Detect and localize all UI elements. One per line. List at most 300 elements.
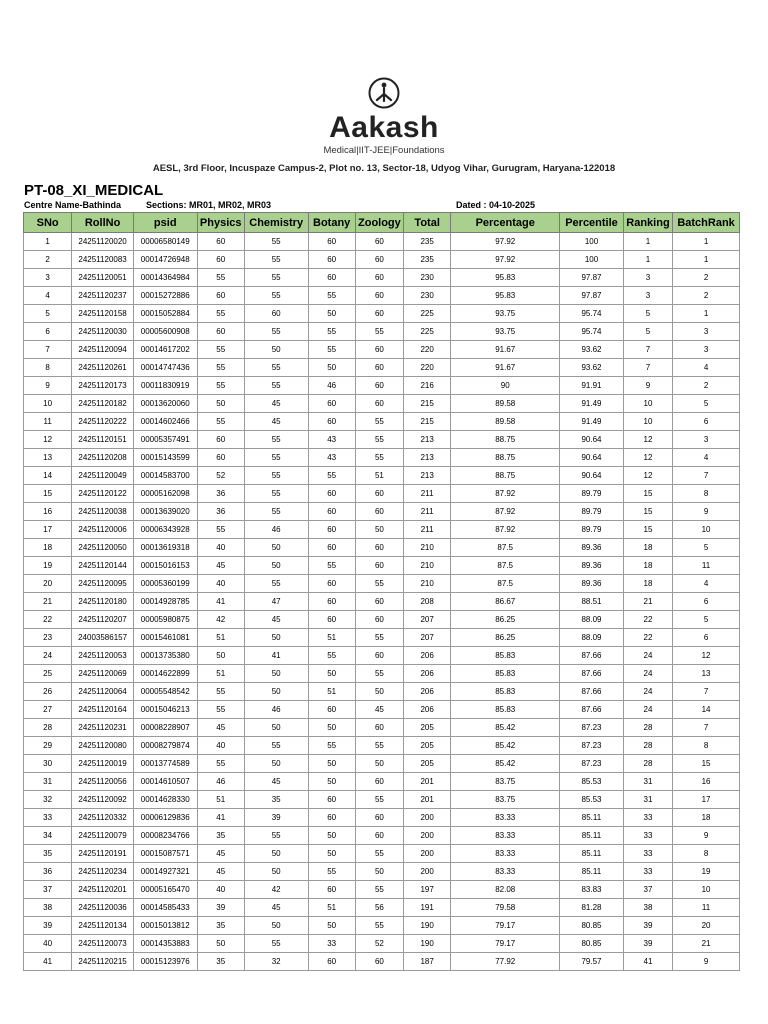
cell-psid: 00006343928: [133, 521, 197, 539]
cell-sno: 39: [24, 917, 72, 935]
cell-percentile: 90.64: [560, 467, 624, 485]
cell-chemistry: 55: [244, 269, 308, 287]
cell-percentage: 85.42: [451, 755, 560, 773]
cell-percentage: 90: [451, 377, 560, 395]
cell-sno: 31: [24, 773, 72, 791]
cell-physics: 40: [197, 881, 244, 899]
cell-total: 208: [404, 593, 451, 611]
cell-physics: 36: [197, 485, 244, 503]
cell-zoology: 55: [355, 431, 403, 449]
cell-psid: 00013619318: [133, 539, 197, 557]
cell-ranking: 3: [623, 269, 672, 287]
cell-rollno: 24003586157: [72, 629, 134, 647]
cell-psid: 00014726948: [133, 251, 197, 269]
cell-rollno: 24251120038: [72, 503, 134, 521]
cell-batchrank: 2: [673, 287, 740, 305]
cell-percentage: 93.75: [451, 305, 560, 323]
cell-percentage: 95.83: [451, 269, 560, 287]
table-row: [24, 305, 740, 323]
cell-zoology: 60: [355, 305, 403, 323]
cell-rollno: 24251120095: [72, 575, 134, 593]
cell-percentile: 88.09: [560, 629, 624, 647]
cell-total: 215: [404, 413, 451, 431]
cell-rollno: 24251120151: [72, 431, 134, 449]
col-header-rollno: RollNo: [72, 213, 134, 233]
cell-batchrank: 4: [673, 575, 740, 593]
cell-percentage: 89.58: [451, 413, 560, 431]
cell-total: 211: [404, 521, 451, 539]
cell-sno: 17: [24, 521, 72, 539]
cell-zoology: 52: [355, 935, 403, 953]
cell-zoology: 60: [355, 341, 403, 359]
col-header-percentile: Percentile: [560, 213, 624, 233]
cell-percentage: 91.67: [451, 359, 560, 377]
cell-chemistry: 55: [244, 935, 308, 953]
cell-ranking: 18: [623, 557, 672, 575]
cell-percentile: 80.85: [560, 917, 624, 935]
cell-psid: 00013774589: [133, 755, 197, 773]
cell-chemistry: 55: [244, 431, 308, 449]
cell-ranking: 33: [623, 845, 672, 863]
cell-zoology: 60: [355, 647, 403, 665]
cell-zoology: 60: [355, 773, 403, 791]
cell-sno: 9: [24, 377, 72, 395]
cell-ranking: 38: [623, 899, 672, 917]
cell-physics: 50: [197, 647, 244, 665]
cell-total: 210: [404, 557, 451, 575]
table-row: [24, 269, 740, 287]
cell-percentage: 86.67: [451, 593, 560, 611]
cell-total: 206: [404, 647, 451, 665]
sections-list: Sections: MR01, MR02, MR03: [146, 200, 272, 210]
cell-total: 187: [404, 953, 451, 971]
cell-psid: 00011830919: [133, 377, 197, 395]
cell-ranking: 24: [623, 665, 672, 683]
cell-ranking: 41: [623, 953, 672, 971]
cell-ranking: 7: [623, 341, 672, 359]
cell-chemistry: 50: [244, 557, 308, 575]
cell-percentile: 100: [560, 251, 624, 269]
aakash-logo: [0, 76, 768, 157]
cell-psid: 00015046213: [133, 701, 197, 719]
cell-chemistry: 50: [244, 719, 308, 737]
cell-percentile: 89.36: [560, 557, 624, 575]
table-row: [24, 629, 740, 647]
cell-physics: 40: [197, 737, 244, 755]
cell-percentile: 80.85: [560, 935, 624, 953]
cell-zoology: 60: [355, 557, 403, 575]
cell-botany: 60: [308, 269, 355, 287]
cell-sno: 8: [24, 359, 72, 377]
cell-ranking: 21: [623, 593, 672, 611]
cell-chemistry: 50: [244, 755, 308, 773]
cell-batchrank: 1: [673, 233, 740, 251]
cell-ranking: 10: [623, 395, 672, 413]
cell-percentage: 88.75: [451, 431, 560, 449]
cell-total: 191: [404, 899, 451, 917]
cell-percentile: 79.57: [560, 953, 624, 971]
cell-percentage: 83.33: [451, 809, 560, 827]
cell-sno: 22: [24, 611, 72, 629]
cell-ranking: 37: [623, 881, 672, 899]
cell-botany: 43: [308, 449, 355, 467]
cell-rollno: 24251120049: [72, 467, 134, 485]
cell-psid: 00014747436: [133, 359, 197, 377]
cell-chemistry: 35: [244, 791, 308, 809]
cell-batchrank: 13: [673, 665, 740, 683]
table-header-row: [24, 213, 740, 233]
cell-percentile: 90.64: [560, 431, 624, 449]
table-row: [24, 359, 740, 377]
cell-zoology: 60: [355, 359, 403, 377]
table-row: [24, 881, 740, 899]
col-header-physics: Physics: [197, 213, 244, 233]
cell-total: 213: [404, 431, 451, 449]
cell-zoology: 60: [355, 233, 403, 251]
cell-sno: 28: [24, 719, 72, 737]
cell-chemistry: 50: [244, 341, 308, 359]
cell-total: 213: [404, 467, 451, 485]
cell-botany: 60: [308, 881, 355, 899]
cell-physics: 55: [197, 413, 244, 431]
cell-botany: 60: [308, 701, 355, 719]
cell-batchrank: 14: [673, 701, 740, 719]
cell-percentage: 87.5: [451, 575, 560, 593]
cell-total: 211: [404, 485, 451, 503]
cell-psid: 00008234766: [133, 827, 197, 845]
cell-percentage: 83.33: [451, 863, 560, 881]
table-row: [24, 917, 740, 935]
cell-batchrank: 7: [673, 683, 740, 701]
cell-ranking: 12: [623, 431, 672, 449]
cell-ranking: 5: [623, 323, 672, 341]
cell-rollno: 24251120191: [72, 845, 134, 863]
cell-rollno: 24251120056: [72, 773, 134, 791]
cell-physics: 50: [197, 935, 244, 953]
cell-psid: 00013639020: [133, 503, 197, 521]
cell-psid: 00013735380: [133, 647, 197, 665]
cell-percentage: 86.25: [451, 611, 560, 629]
cell-rollno: 24251120207: [72, 611, 134, 629]
cell-batchrank: 8: [673, 737, 740, 755]
cell-physics: 40: [197, 575, 244, 593]
cell-percentile: 91.49: [560, 413, 624, 431]
cell-total: 200: [404, 827, 451, 845]
table-row: [24, 377, 740, 395]
cell-botany: 51: [308, 899, 355, 917]
cell-sno: 1: [24, 233, 72, 251]
cell-sno: 5: [24, 305, 72, 323]
cell-physics: 55: [197, 377, 244, 395]
cell-total: 225: [404, 323, 451, 341]
test-title: PT-08_XI_MEDICAL: [24, 182, 164, 199]
cell-percentile: 87.23: [560, 719, 624, 737]
cell-percentile: 93.62: [560, 359, 624, 377]
cell-batchrank: 19: [673, 863, 740, 881]
cell-percentage: 85.83: [451, 683, 560, 701]
cell-physics: 55: [197, 269, 244, 287]
cell-rollno: 24251120215: [72, 953, 134, 971]
cell-percentile: 89.79: [560, 503, 624, 521]
table-row: [24, 431, 740, 449]
cell-physics: 55: [197, 755, 244, 773]
cell-total: 206: [404, 683, 451, 701]
cell-total: 197: [404, 881, 451, 899]
table-row: [24, 557, 740, 575]
cell-batchrank: 6: [673, 629, 740, 647]
cell-sno: 37: [24, 881, 72, 899]
cell-percentage: 85.83: [451, 665, 560, 683]
cell-rollno: 24251120231: [72, 719, 134, 737]
cell-zoology: 55: [355, 791, 403, 809]
cell-botany: 55: [308, 467, 355, 485]
cell-total: 210: [404, 539, 451, 557]
cell-ranking: 3: [623, 287, 672, 305]
cell-sno: 10: [24, 395, 72, 413]
cell-rollno: 24251120222: [72, 413, 134, 431]
cell-batchrank: 9: [673, 503, 740, 521]
cell-ranking: 24: [623, 701, 672, 719]
cell-zoology: 60: [355, 287, 403, 305]
cell-physics: 55: [197, 521, 244, 539]
cell-physics: 35: [197, 827, 244, 845]
cell-zoology: 60: [355, 539, 403, 557]
cell-percentage: 83.75: [451, 773, 560, 791]
cell-batchrank: 11: [673, 557, 740, 575]
cell-chemistry: 47: [244, 593, 308, 611]
cell-ranking: 24: [623, 647, 672, 665]
cell-physics: 51: [197, 629, 244, 647]
cell-sno: 6: [24, 323, 72, 341]
results-table: [23, 212, 740, 971]
cell-psid: 00008228907: [133, 719, 197, 737]
table-row: [24, 845, 740, 863]
cell-psid: 00005360199: [133, 575, 197, 593]
col-header-percentage: Percentage: [451, 213, 560, 233]
cell-percentile: 87.23: [560, 737, 624, 755]
cell-rollno: 24251120083: [72, 251, 134, 269]
cell-zoology: 60: [355, 251, 403, 269]
cell-percentage: 85.83: [451, 701, 560, 719]
cell-chemistry: 42: [244, 881, 308, 899]
cell-chemistry: 41: [244, 647, 308, 665]
cell-chemistry: 45: [244, 899, 308, 917]
cell-chemistry: 55: [244, 575, 308, 593]
cell-chemistry: 55: [244, 251, 308, 269]
cell-percentile: 87.23: [560, 755, 624, 773]
cell-percentile: 89.79: [560, 485, 624, 503]
cell-botany: 55: [308, 647, 355, 665]
cell-psid: 00014364984: [133, 269, 197, 287]
cell-botany: 60: [308, 485, 355, 503]
table-row: [24, 485, 740, 503]
cell-total: 220: [404, 359, 451, 377]
cell-rollno: 24251120080: [72, 737, 134, 755]
brand-tagline: Medical|IIT-JEE|Foundations: [323, 145, 445, 156]
cell-batchrank: 3: [673, 323, 740, 341]
cell-botany: 60: [308, 503, 355, 521]
cell-physics: 55: [197, 359, 244, 377]
cell-percentile: 87.66: [560, 665, 624, 683]
cell-rollno: 24251120208: [72, 449, 134, 467]
cell-ranking: 39: [623, 917, 672, 935]
cell-psid: 00015013812: [133, 917, 197, 935]
cell-percentage: 87.92: [451, 521, 560, 539]
cell-sno: 15: [24, 485, 72, 503]
cell-chemistry: 60: [244, 305, 308, 323]
cell-chemistry: 55: [244, 485, 308, 503]
cell-batchrank: 4: [673, 359, 740, 377]
cell-batchrank: 1: [673, 305, 740, 323]
cell-rollno: 24251120182: [72, 395, 134, 413]
table-row: [24, 719, 740, 737]
cell-chemistry: 50: [244, 683, 308, 701]
table-row: [24, 413, 740, 431]
cell-percentile: 85.53: [560, 773, 624, 791]
cell-sno: 20: [24, 575, 72, 593]
cell-total: 210: [404, 575, 451, 593]
cell-total: 201: [404, 773, 451, 791]
cell-percentile: 97.87: [560, 287, 624, 305]
cell-botany: 60: [308, 611, 355, 629]
cell-physics: 55: [197, 305, 244, 323]
cell-ranking: 28: [623, 755, 672, 773]
cell-botany: 55: [308, 323, 355, 341]
cell-botany: 60: [308, 791, 355, 809]
cell-percentile: 81.28: [560, 899, 624, 917]
cell-percentile: 85.11: [560, 845, 624, 863]
table-row: [24, 683, 740, 701]
cell-percentile: 85.53: [560, 791, 624, 809]
cell-percentile: 97.87: [560, 269, 624, 287]
cell-botany: 60: [308, 953, 355, 971]
cell-physics: 39: [197, 899, 244, 917]
cell-chemistry: 45: [244, 395, 308, 413]
cell-sno: 24: [24, 647, 72, 665]
cell-rollno: 24251120237: [72, 287, 134, 305]
cell-sno: 36: [24, 863, 72, 881]
cell-psid: 00005600908: [133, 323, 197, 341]
table-row: [24, 809, 740, 827]
brand-name: Aakash: [329, 111, 439, 144]
cell-physics: 60: [197, 323, 244, 341]
cell-botany: 60: [308, 521, 355, 539]
cell-zoology: 50: [355, 755, 403, 773]
cell-total: 220: [404, 341, 451, 359]
cell-batchrank: 9: [673, 827, 740, 845]
cell-physics: 60: [197, 287, 244, 305]
cell-botany: 46: [308, 377, 355, 395]
cell-batchrank: 3: [673, 341, 740, 359]
cell-physics: 52: [197, 467, 244, 485]
cell-rollno: 24251120332: [72, 809, 134, 827]
cell-ranking: 9: [623, 377, 672, 395]
cell-percentile: 91.91: [560, 377, 624, 395]
cell-rollno: 24251120173: [72, 377, 134, 395]
cell-zoology: 55: [355, 845, 403, 863]
cell-physics: 55: [197, 341, 244, 359]
cell-ranking: 18: [623, 575, 672, 593]
cell-total: 211: [404, 503, 451, 521]
cell-percentage: 79.17: [451, 935, 560, 953]
cell-zoology: 55: [355, 413, 403, 431]
cell-psid: 00005357491: [133, 431, 197, 449]
cell-rollno: 24251120051: [72, 269, 134, 287]
col-header-total: Total: [404, 213, 451, 233]
cell-psid: 00014928785: [133, 593, 197, 611]
cell-chemistry: 55: [244, 377, 308, 395]
cell-percentage: 95.83: [451, 287, 560, 305]
cell-psid: 00015016153: [133, 557, 197, 575]
cell-percentage: 88.75: [451, 449, 560, 467]
cell-percentile: 89.79: [560, 521, 624, 539]
cell-sno: 25: [24, 665, 72, 683]
cell-zoology: 45: [355, 701, 403, 719]
cell-rollno: 24251120053: [72, 647, 134, 665]
cell-batchrank: 11: [673, 899, 740, 917]
cell-chemistry: 55: [244, 449, 308, 467]
col-header-chemistry: Chemistry: [244, 213, 308, 233]
cell-zoology: 55: [355, 575, 403, 593]
cell-rollno: 24251120158: [72, 305, 134, 323]
cell-zoology: 60: [355, 269, 403, 287]
cell-batchrank: 7: [673, 467, 740, 485]
cell-percentage: 87.92: [451, 485, 560, 503]
cell-percentage: 91.67: [451, 341, 560, 359]
cell-zoology: 60: [355, 377, 403, 395]
cell-batchrank: 16: [673, 773, 740, 791]
table-row: [24, 935, 740, 953]
cell-total: 207: [404, 629, 451, 647]
cell-psid: 00014927321: [133, 863, 197, 881]
cell-rollno: 24251120006: [72, 521, 134, 539]
cell-total: 206: [404, 665, 451, 683]
cell-zoology: 55: [355, 629, 403, 647]
cell-rollno: 24251120079: [72, 827, 134, 845]
cell-zoology: 60: [355, 827, 403, 845]
cell-rollno: 24251120030: [72, 323, 134, 341]
cell-batchrank: 10: [673, 881, 740, 899]
cell-batchrank: 20: [673, 917, 740, 935]
cell-rollno: 24251120180: [72, 593, 134, 611]
col-header-zoology: Zoology: [355, 213, 403, 233]
cell-physics: 40: [197, 539, 244, 557]
cell-percentage: 83.33: [451, 827, 560, 845]
report-meta: [24, 200, 740, 212]
table-row: [24, 665, 740, 683]
cell-chemistry: 45: [244, 611, 308, 629]
cell-percentage: 87.5: [451, 539, 560, 557]
centre-name: Centre Name-Bathinda: [24, 200, 122, 210]
cell-sno: 27: [24, 701, 72, 719]
cell-zoology: 50: [355, 521, 403, 539]
table-row: [24, 791, 740, 809]
table-row: [24, 593, 740, 611]
cell-sno: 21: [24, 593, 72, 611]
cell-total: 190: [404, 935, 451, 953]
cell-psid: 00014353883: [133, 935, 197, 953]
cell-chemistry: 46: [244, 701, 308, 719]
cell-batchrank: 5: [673, 395, 740, 413]
cell-ranking: 12: [623, 449, 672, 467]
cell-chemistry: 45: [244, 773, 308, 791]
cell-physics: 41: [197, 593, 244, 611]
cell-percentile: 83.83: [560, 881, 624, 899]
cell-physics: 51: [197, 665, 244, 683]
cell-total: 225: [404, 305, 451, 323]
col-header-psid: psid: [133, 213, 197, 233]
cell-percentile: 87.66: [560, 647, 624, 665]
